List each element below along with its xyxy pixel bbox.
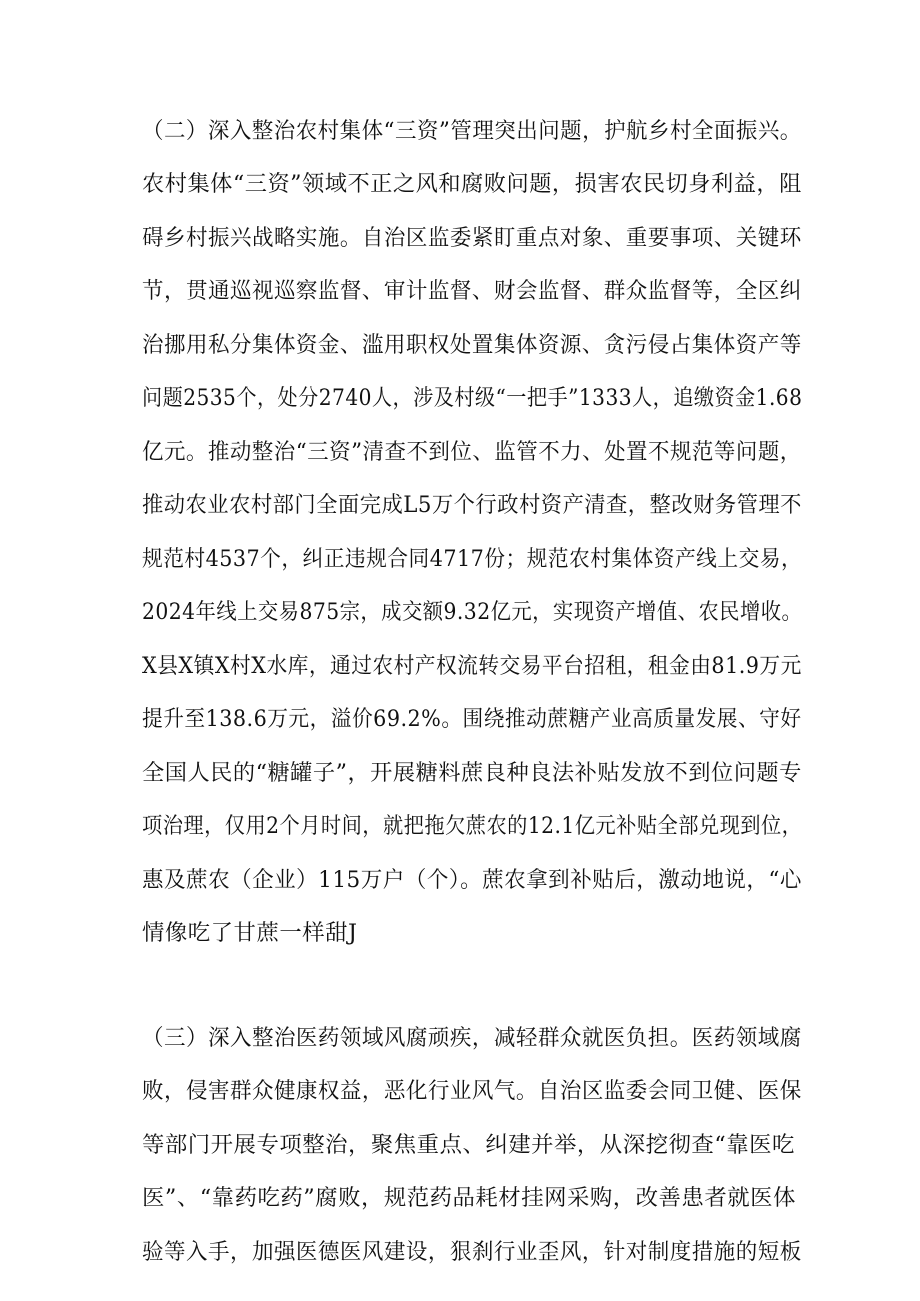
text-line: 情像吃了甘蔗一样甜J (142, 920, 358, 946)
text-line: 等部门开展专项整治，聚焦重点、纠建并举，从深挖彻查“靠医吃 (142, 1132, 795, 1158)
text-line: 项治理，仅用2个月时间，就把拖欠蔗农的12.1亿元补贴全部兑现到位， (142, 813, 803, 839)
text-line: 问题2535个，处分2740人，涉及村级“一把手”1333人，追缴资金1.68 (142, 385, 803, 411)
text-line: 验等入手，加强医德医风建设，狠刹行业歪风，针对制度措施的短板 (142, 1239, 802, 1265)
text-line: 规范村4537个，纠正违规合同4717份；规范农村集体资产线上交易， (142, 546, 803, 572)
text-line: 治挪用私分集体资金、滥用职权处置集体资源、贪污侵占集体资产等 (142, 332, 802, 358)
text-line: 败，侵害群众健康权益，恶化行业风气。自治区监委会同卫健、医保 (142, 1078, 802, 1104)
text-line: X县X镇X村X水库，通过农村产权流转交易平台招租，租金由81.9万元 (142, 653, 802, 679)
text-line: （三）深入整治医药领域风腐顽疾，减轻群众就医负担。医药领域腐 (142, 1025, 802, 1051)
text-line: 2024年线上交易875宗，成交额9.32亿元，实现资产增值、农民增收。 (142, 599, 803, 625)
text-line: 亿元。推动整治“三资”清查不到位、监管不力、处置不规范等问题， (142, 439, 802, 465)
text-line: 提升至138.6万元，溢价69.2%。围绕推动蔗糖产业高质量发展、守好 (142, 706, 802, 732)
text-line: （二）深入整治农村集体“三资”管理突出问题，护航乡村全面振兴。 (142, 118, 802, 144)
text-line: 医”、“靠药吃药”腐败，规范药品耗材挂网采购，改善患者就医体 (142, 1185, 796, 1211)
text-line: 推动农业农村部门全面完成L5万个行政村资产清查，整改财务管理不 (142, 492, 802, 518)
text-line: 惠及蔗农（企业）115万户（个）。蔗农拿到补贴后，激动地说，“心 (142, 867, 802, 893)
text-line: 节，贯通巡视巡察监督、审计监督、财会监督、群众监督等，全区纠 (142, 278, 802, 304)
text-line: 碍乡村振兴战略实施。自治区监委紧盯重点对象、重要事项、关键环 (142, 225, 802, 251)
text-line: 农村集体“三资”领域不正之风和腐败问题，损害农民切身利益，阻 (142, 171, 802, 197)
text-line: 全国人民的“糖罐子”，开展糖料蔗良种良法补贴发放不到位问题专 (142, 760, 802, 786)
